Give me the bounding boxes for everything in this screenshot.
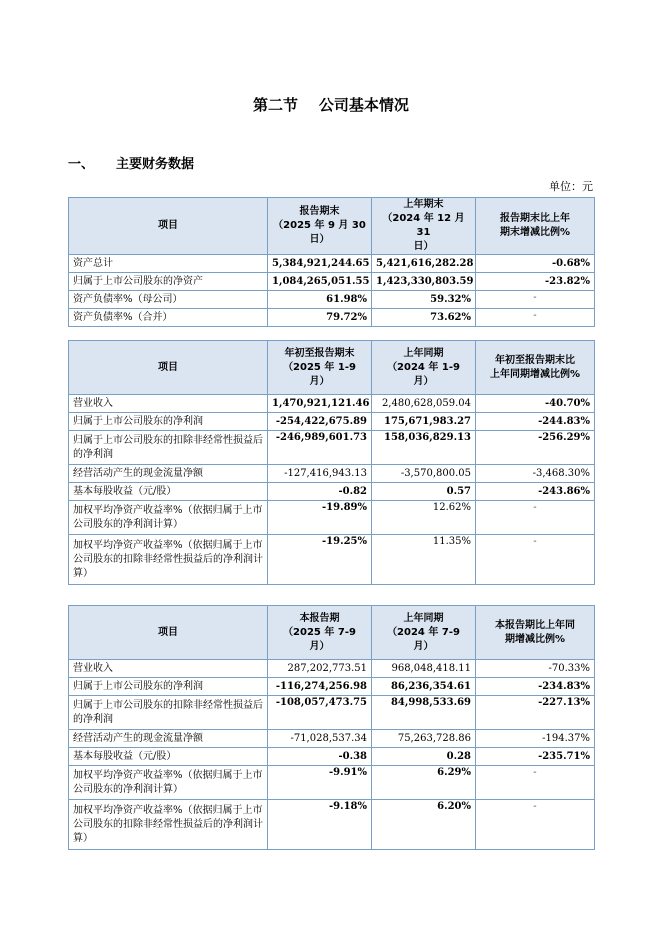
value-cell: -116,274,256.98 [268, 678, 372, 696]
unit-label: 单位：元 [549, 180, 593, 193]
quarter-financials-table [68, 605, 595, 850]
value-cell: - [476, 309, 595, 327]
value-cell: -227.13% [476, 696, 595, 730]
row-label: 归属于上市公司股东的净资产 [69, 273, 268, 291]
table-row [69, 696, 595, 730]
column-header: 上年同期 （2024 年 1-9 月） [372, 341, 476, 395]
row-label: 加权平均净资产收益率%（依据归属于上市公司股东的净利润计算） [69, 501, 268, 535]
value-cell: 968,048,418.11 [372, 660, 476, 678]
value-cell: -70.33% [476, 660, 595, 678]
value-cell: - [476, 501, 595, 535]
table-header-row [69, 606, 595, 660]
value-cell: -71,028,537.34 [268, 730, 372, 748]
value-cell: 61.98% [268, 291, 372, 309]
column-header: 项目 [69, 606, 268, 660]
value-cell: -40.70% [476, 395, 595, 413]
value-cell: -9.91% [268, 766, 372, 800]
value-cell: -127,416,943.13 [268, 465, 372, 483]
row-label: 资产总计 [69, 255, 268, 273]
section-heading: 主要财务数据 [116, 157, 195, 172]
value-cell: 5,384,921,244.65 [268, 255, 372, 273]
value-cell: -194.37% [476, 730, 595, 748]
table-row [69, 501, 595, 535]
value-cell: 0.57 [372, 483, 476, 501]
value-cell: -19.25% [268, 535, 372, 585]
value-cell: -0.82 [268, 483, 372, 501]
value-cell: 0.28 [372, 748, 476, 766]
value-cell: 75,263,728.86 [372, 730, 476, 748]
value-cell: 1,423,330,803.59 [372, 273, 476, 291]
column-header: 年初至报告期末 （2025 年 1-9 月） [268, 341, 372, 395]
row-label: 加权平均净资产收益率%（依据归属于上市公司股东的扣除非经常性损益后的净利润计算） [69, 535, 268, 585]
row-label: 归属于上市公司股东的净利润 [69, 413, 268, 431]
table-row [69, 291, 595, 309]
value-cell: 79.72% [268, 309, 372, 327]
value-cell: -246,989,601.73 [268, 431, 372, 465]
column-header: 项目 [69, 341, 268, 395]
table-row [69, 730, 595, 748]
table-row [69, 766, 595, 800]
column-header: 本报告期 （2025 年 7-9 月） [268, 606, 372, 660]
row-label: 加权平均净资产收益率%（依据归属于上市公司股东的净利润计算） [69, 766, 268, 800]
row-label: 资产负债率%（母公司） [69, 291, 268, 309]
table-row [69, 483, 595, 501]
row-label: 加权平均净资产收益率%（依据归属于上市公司股东的扣除非经常性损益后的净利润计算） [69, 800, 268, 850]
value-cell: - [476, 766, 595, 800]
table-row [69, 431, 595, 465]
row-label: 营业收入 [69, 395, 268, 413]
row-label: 基本每股收益（元/股） [69, 483, 268, 501]
value-cell: 1,084,265,051.55 [268, 273, 372, 291]
table-row [69, 273, 595, 291]
value-cell: -9.18% [268, 800, 372, 850]
value-cell: 5,421,616,282.28 [372, 255, 476, 273]
row-label: 营业收入 [69, 660, 268, 678]
value-cell: 6.20% [372, 800, 476, 850]
value-cell: 6.29% [372, 766, 476, 800]
value-cell: 2,480,628,059.04 [372, 395, 476, 413]
value-cell: 158,036,829.13 [372, 431, 476, 465]
value-cell: -19.89% [268, 501, 372, 535]
value-cell: -254,422,675.89 [268, 413, 372, 431]
page-title: 第二节 公司基本情况 [253, 96, 409, 114]
column-header: 上年期末 （2024 年 12 月 31 日） [372, 198, 476, 255]
row-label: 归属于上市公司股东的扣除非经常性损益后的净利润 [69, 696, 268, 730]
column-header: 本报告期比上年同 期增减比例% [476, 606, 595, 660]
value-cell: -244.83% [476, 413, 595, 431]
value-cell: 86,236,354.61 [372, 678, 476, 696]
value-cell: 12.62% [372, 501, 476, 535]
value-cell: -234.83% [476, 678, 595, 696]
value-cell: -256.29% [476, 431, 595, 465]
table-row [69, 395, 595, 413]
table-row [69, 309, 595, 327]
row-label: 归属于上市公司股东的净利润 [69, 678, 268, 696]
table-row [69, 413, 595, 431]
column-header: 年初至报告期末比 上年同期增减比例% [476, 341, 595, 395]
table-header-row [69, 198, 595, 255]
row-label: 经营活动产生的现金流量净额 [69, 730, 268, 748]
value-cell: -108,057,473.75 [268, 696, 372, 730]
table-row [69, 800, 595, 850]
value-cell: 11.35% [372, 535, 476, 585]
row-label: 经营活动产生的现金流量净额 [69, 465, 268, 483]
table-row [69, 678, 595, 696]
table-header-row [69, 341, 595, 395]
value-cell: 84,998,533.69 [372, 696, 476, 730]
row-label: 资产负债率%（合并） [69, 309, 268, 327]
balance-summary-table [68, 197, 595, 327]
value-cell: -0.38 [268, 748, 372, 766]
value-cell: - [476, 291, 595, 309]
value-cell: -23.82% [476, 273, 595, 291]
value-cell: -235.71% [476, 748, 595, 766]
table-row [69, 255, 595, 273]
value-cell: 59.32% [372, 291, 476, 309]
table-row [69, 660, 595, 678]
table-row [69, 748, 595, 766]
value-cell: -3,468.30% [476, 465, 595, 483]
value-cell: 287,202,773.51 [268, 660, 372, 678]
ytd-financials-table [68, 340, 595, 585]
value-cell: - [476, 535, 595, 585]
table-row [69, 465, 595, 483]
value-cell: -3,570,800.05 [372, 465, 476, 483]
column-header: 上年同期 （2024 年 7-9 月） [372, 606, 476, 660]
value-cell: - [476, 800, 595, 850]
value-cell: -243.86% [476, 483, 595, 501]
table-row [69, 535, 595, 585]
column-header: 报告期末比上年 期末增减比例% [476, 198, 595, 255]
value-cell: 1,470,921,121.46 [268, 395, 372, 413]
value-cell: -0.68% [476, 255, 595, 273]
row-label: 归属于上市公司股东的扣除非经常性损益后的净利润 [69, 431, 268, 465]
column-header: 项目 [69, 198, 268, 255]
column-header: 报告期末 （2025 年 9 月 30 日） [268, 198, 372, 255]
row-label: 基本每股收益（元/股） [69, 748, 268, 766]
section-number: 一、 [68, 157, 95, 172]
value-cell: 175,671,983.27 [372, 413, 476, 431]
value-cell: 73.62% [372, 309, 476, 327]
